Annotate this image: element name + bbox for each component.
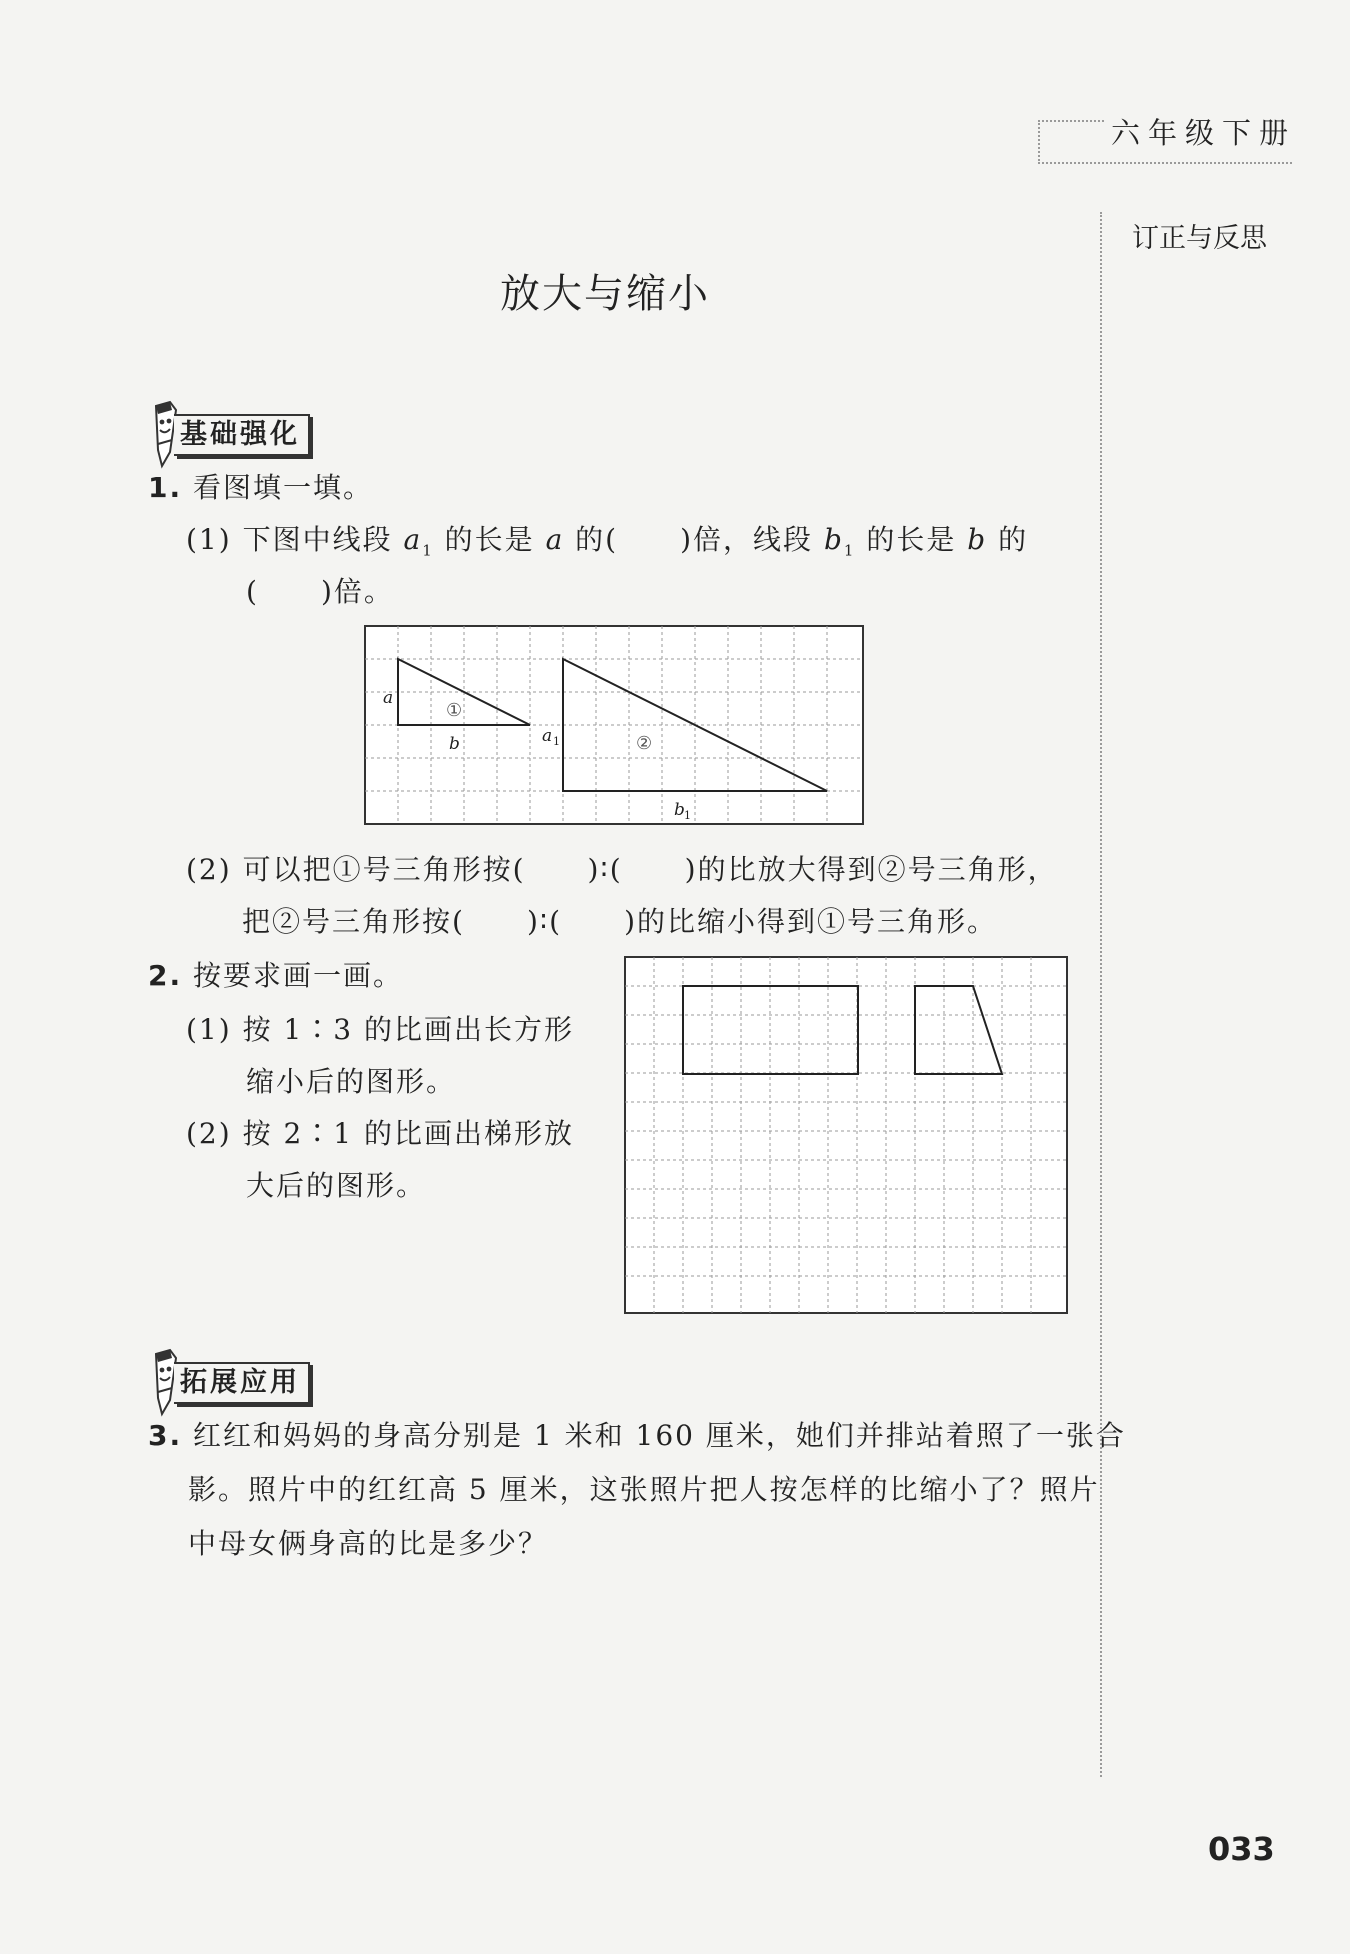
subscript: 1 xyxy=(422,541,434,560)
question-2-part-2-cont: 大后的图形。 xyxy=(246,1169,427,1202)
label-a: a xyxy=(383,688,394,708)
question-text: 按要求画一画。 xyxy=(193,959,404,992)
text-run: )倍，线段 xyxy=(680,523,814,556)
page-title: 放大与缩小 xyxy=(500,271,710,317)
question-number: 1. xyxy=(148,471,183,504)
question-3-line-3: 中母女俩身高的比是多少？ xyxy=(188,1527,549,1560)
question-2-part-1: (1) 按 1∶3 的比画出长方形 xyxy=(186,1013,574,1046)
question-1-part-2-cont xyxy=(242,900,997,940)
text-run: )的比放大得到②号三角形， xyxy=(684,853,1058,886)
text-run: )倍。 xyxy=(320,575,394,608)
text-run: (2) 可以把①号三角形按( xyxy=(186,853,526,886)
text-run: 的 xyxy=(998,523,1029,556)
text-run: )的比缩小得到①号三角形。 xyxy=(624,905,998,938)
var-b1: b xyxy=(823,523,844,556)
reflection-divider xyxy=(1100,212,1102,1777)
question-1-part-1-cont xyxy=(246,570,394,610)
page-number: 033 xyxy=(1208,1830,1275,1868)
text-run: 把②号三角形按( xyxy=(242,905,465,938)
label-b: b xyxy=(449,734,460,754)
question-2-part-2: (2) 按 2∶1 的比画出梯形放 xyxy=(186,1117,574,1150)
question-1-heading xyxy=(148,466,373,506)
question-text: 红红和妈妈的身高分别是 1 米和 160 厘米，她们并排站着照了一张合 xyxy=(193,1419,1126,1452)
question-number: 3. xyxy=(148,1419,183,1452)
text-run: 的长是 xyxy=(866,523,957,556)
var-b: b xyxy=(967,523,988,556)
label-a1-sub: 1 xyxy=(553,735,560,748)
section-title: 基础强化 xyxy=(174,414,310,456)
question-1-part-1 xyxy=(186,518,1028,560)
label-b1-sub: 1 xyxy=(684,809,691,822)
question-3-line-1 xyxy=(148,1414,1126,1454)
question-text: 看图填一填。 xyxy=(193,471,374,504)
var-a1: a xyxy=(403,523,423,556)
section-title: 拓展应用 xyxy=(174,1362,310,1404)
label-a1: a xyxy=(542,726,553,746)
question-2-part-1-cont: 缩小后的图形。 xyxy=(246,1065,457,1098)
question-1-part-2 xyxy=(186,848,1058,888)
question-2-heading xyxy=(148,954,403,994)
question-number: 2. xyxy=(148,959,183,992)
drawing-grid[interactable] xyxy=(624,956,1068,1314)
text-run: 的长是 xyxy=(444,523,535,556)
triangle-grid-figure xyxy=(364,625,864,825)
triangle-2-label: ② xyxy=(636,733,653,754)
label-b1: b xyxy=(674,800,685,820)
text-run: (1) 下图中线段 xyxy=(186,523,393,556)
text-run: ( xyxy=(246,575,259,608)
var-a: a xyxy=(545,523,565,556)
grade-label: 六年级下册 xyxy=(1105,111,1302,152)
text-run: )∶( xyxy=(526,905,563,938)
text-run: )∶( xyxy=(587,853,623,886)
text-run: 的( xyxy=(575,523,619,556)
question-3-line-2: 影。照片中的红红高 5 厘米，这张照片把人按怎样的比缩小了？照片 xyxy=(188,1473,1100,1506)
subscript: 1 xyxy=(843,541,856,560)
reflection-column-label: 订正与反思 xyxy=(1132,223,1267,254)
triangle-1-label: ① xyxy=(446,700,463,721)
